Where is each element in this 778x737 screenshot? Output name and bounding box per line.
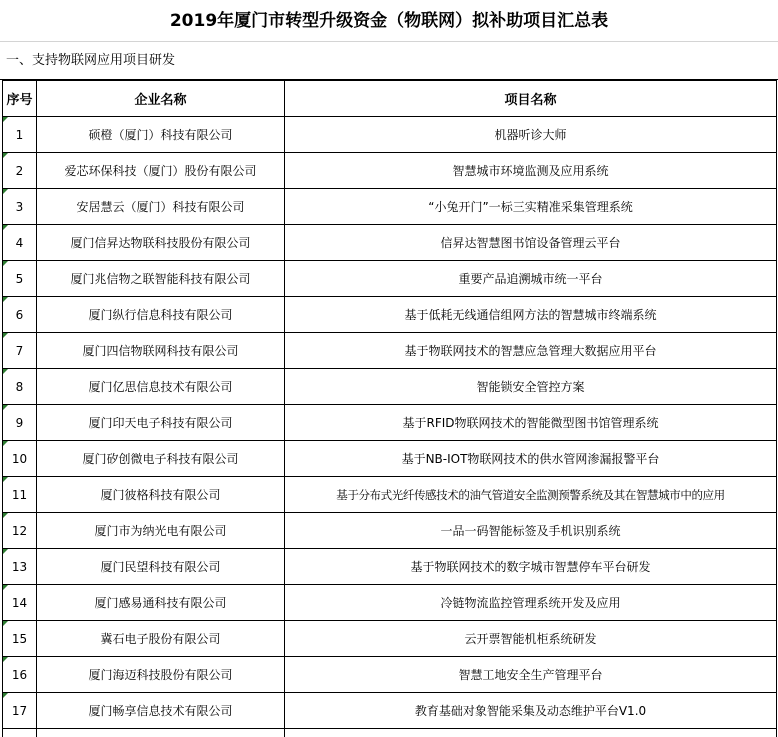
cell-number[interactable]: 15 (3, 621, 37, 657)
document-title: 2019年厦门市转型升级资金（物联网）拟补助项目汇总表 (0, 0, 778, 42)
table-row (3, 549, 777, 585)
cell-company[interactable]: 厦门纵行信息科技有限公司 (37, 297, 285, 333)
cell-company[interactable]: 厦门海迈科技股份有限公司 (37, 657, 285, 693)
cell-company[interactable]: 厦门感易通科技有限公司 (37, 585, 285, 621)
cell-project[interactable] (285, 729, 777, 737)
table-row (3, 225, 777, 261)
cell-number[interactable]: 12 (3, 513, 37, 549)
cell-project[interactable]: 重要产品追溯城市统一平台 (285, 261, 777, 297)
cell-project[interactable]: 基于低耗无线通信组网方法的智慧城市终端系统 (285, 297, 777, 333)
cell-company[interactable]: 硕橙（厦门）科技有限公司 (37, 117, 285, 153)
cell-company[interactable]: 厦门畅享信息技术有限公司 (37, 693, 285, 729)
cell-company[interactable]: 厦门亿思信息技术有限公司 (37, 369, 285, 405)
table-row (3, 369, 777, 405)
table-row (3, 117, 777, 153)
cell-number[interactable]: 7 (3, 333, 37, 369)
cell-number[interactable]: 6 (3, 297, 37, 333)
table-row (3, 333, 777, 369)
cell-project[interactable]: “小兔开门”一标三实精准采集管理系统 (285, 189, 777, 225)
cell-number[interactable]: 14 (3, 585, 37, 621)
header-cell-project[interactable]: 项目名称 (285, 81, 777, 117)
cell-project[interactable]: 云开票智能机柜系统研发 (285, 621, 777, 657)
cell-company[interactable]: 厦门民望科技有限公司 (37, 549, 285, 585)
cell-company[interactable]: 厦门市为纳光电有限公司 (37, 513, 285, 549)
header-cell-company[interactable]: 企业名称 (37, 81, 285, 117)
cell-number[interactable]: 11 (3, 477, 37, 513)
cell-number[interactable]: 2 (3, 153, 37, 189)
cell-project[interactable]: 冷链物流监控管理系统开发及应用 (285, 585, 777, 621)
cell-project[interactable]: 智慧工地安全生产管理平台 (285, 657, 777, 693)
cell-number[interactable]: 13 (3, 549, 37, 585)
table-row (3, 657, 777, 693)
cell-number[interactable]: 5 (3, 261, 37, 297)
project-table (2, 80, 777, 737)
table-row (3, 189, 777, 225)
cell-company[interactable]: 厦门信昇达物联科技股份有限公司 (37, 225, 285, 261)
table-row (3, 621, 777, 657)
cell-number[interactable]: 17 (3, 693, 37, 729)
cell-company[interactable]: 冀石电子股份有限公司 (37, 621, 285, 657)
table-row (3, 477, 777, 513)
table-row (3, 729, 777, 737)
table-row (3, 153, 777, 189)
cell-project[interactable]: 基于RFID物联网技术的智能微型图书馆管理系统 (285, 405, 777, 441)
cell-project[interactable]: 机器听诊大师 (285, 117, 777, 153)
table-row (3, 585, 777, 621)
cell-company[interactable]: 爱芯环保科技（厦门）股份有限公司 (37, 153, 285, 189)
cell-number[interactable]: 1 (3, 117, 37, 153)
cell-project[interactable]: 一品一码智能标签及手机识别系统 (285, 513, 777, 549)
cell-project[interactable]: 基于物联网技术的智慧应急管理大数据应用平台 (285, 333, 777, 369)
cell-project[interactable]: 教育基础对象智能采集及动态维护平台V1.0 (285, 693, 777, 729)
table-row (3, 513, 777, 549)
cell-company[interactable]: 厦门兆信物之联智能科技有限公司 (37, 261, 285, 297)
cell-number[interactable]: 10 (3, 441, 37, 477)
cell-number[interactable] (3, 729, 37, 737)
cell-project[interactable]: 信昇达智慧图书馆设备管理云平台 (285, 225, 777, 261)
cell-project[interactable]: 基于分布式光纤传感技术的油气管道安全监测预警系统及其在智慧城市中的应用 (285, 477, 777, 513)
cell-number[interactable]: 8 (3, 369, 37, 405)
table-row (3, 297, 777, 333)
cell-company[interactable]: 厦门印天电子科技有限公司 (37, 405, 285, 441)
table-row (3, 693, 777, 729)
section-heading: 一、支持物联网应用项目研发 (0, 42, 778, 80)
cell-project[interactable]: 基于物联网技术的数字城市智慧停车平台研发 (285, 549, 777, 585)
cell-company[interactable]: 厦门矽创微电子科技有限公司 (37, 441, 285, 477)
cell-company[interactable] (37, 729, 285, 737)
table-row (3, 441, 777, 477)
cell-company[interactable]: 厦门四信物联网科技有限公司 (37, 333, 285, 369)
table-row (3, 261, 777, 297)
cell-number[interactable]: 4 (3, 225, 37, 261)
cell-number[interactable]: 9 (3, 405, 37, 441)
cell-project[interactable]: 基于NB-IOT物联网技术的供水管网渗漏报警平台 (285, 441, 777, 477)
cell-number[interactable]: 16 (3, 657, 37, 693)
cell-number[interactable]: 3 (3, 189, 37, 225)
header-cell-number[interactable]: 序号 (3, 81, 37, 117)
cell-project[interactable]: 智慧城市环境监测及应用系统 (285, 153, 777, 189)
header-row (3, 81, 777, 117)
cell-company[interactable]: 厦门彼格科技有限公司 (37, 477, 285, 513)
cell-project[interactable]: 智能锁安全管控方案 (285, 369, 777, 405)
table-row (3, 405, 777, 441)
cell-company[interactable]: 安居慧云（厦门）科技有限公司 (37, 189, 285, 225)
